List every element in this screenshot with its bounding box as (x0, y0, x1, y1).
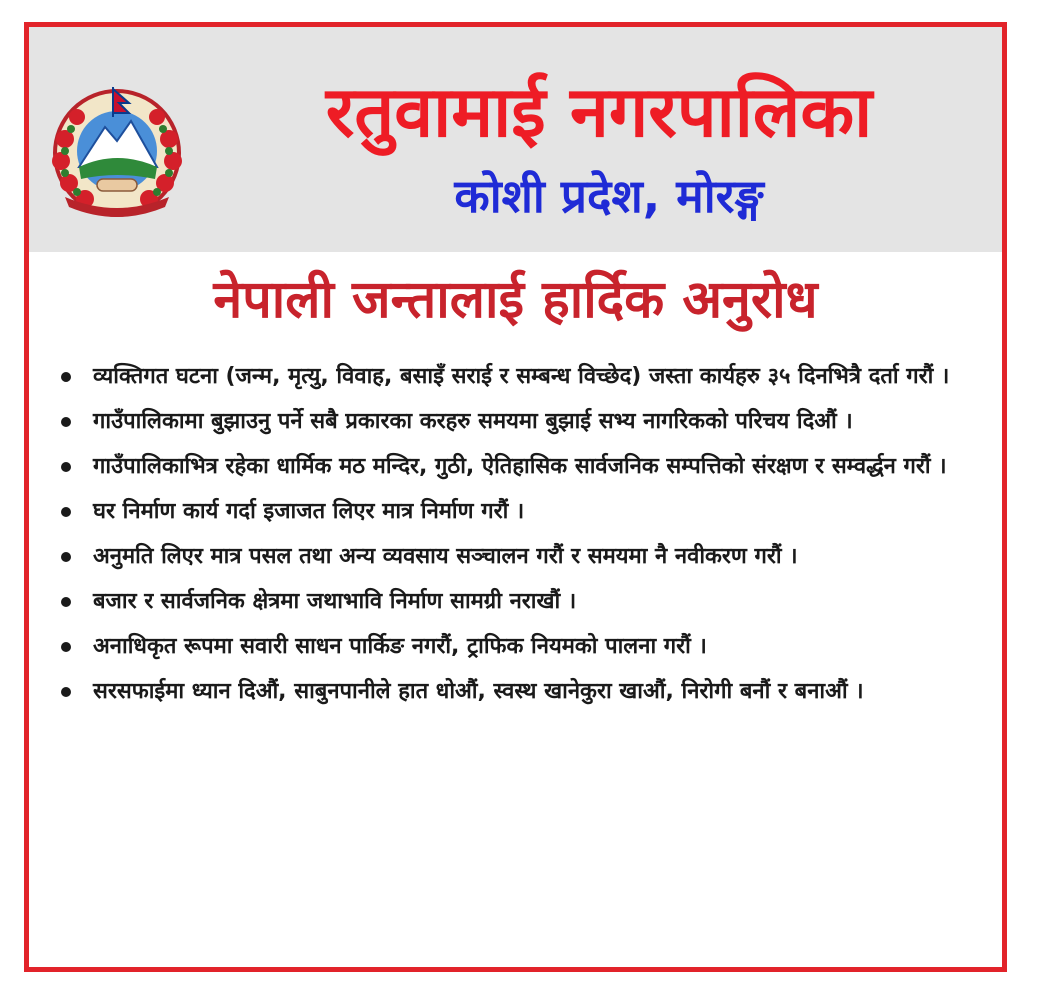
nepal-emblem-icon (43, 79, 191, 219)
bullet-icon (61, 507, 71, 517)
header-band (29, 27, 1002, 252)
list-item-text: गाउँपालिकामा बुझाउनु पर्ने सबै प्रकारका करहरु समयमा बुझाई सभ्य नागरिकको परिचय दिऔं । (93, 409, 853, 434)
list-item (59, 537, 984, 577)
bullet-icon (61, 552, 71, 562)
bullet-icon (61, 372, 71, 382)
list-item-text: अनाधिकृत रूपमा सवारी साधन पार्किङ नगरौं, ट्राफिक नियमको पालना गरौं । (93, 634, 707, 659)
bullet-icon (61, 687, 71, 697)
bullet-icon (61, 417, 71, 427)
list-item-text: बजार र सार्वजनिक क्षेत्रमा जथाभावि निर्माण सामग्री नराखौं । (93, 589, 577, 614)
list-item-text: गाउँपालिकाभित्र रहेका धार्मिक मठ मन्दिर, गुठी, ऐतिहासिक सार्वजनिक सम्पत्तिको संरक्षण र सम्वर्द्धन गरौं । (93, 454, 947, 479)
bullet-icon (61, 642, 71, 652)
request-list (59, 357, 984, 717)
municipality-title: रतुवामाई नगरपालिका (325, 71, 873, 153)
list-item (59, 672, 984, 712)
province-district-subtitle: कोशी प्रदेश, मोरङ्ग (454, 169, 764, 223)
list-item (59, 492, 984, 532)
list-item (59, 357, 984, 397)
bullet-icon (61, 597, 71, 607)
list-item-text: व्यक्तिगत घटना (जन्म, मृत्यु, विवाह, बसाइँ सराई र सम्बन्ध विच्छेद) जस्ता कार्यहरु ३५ दिनभित्रै दर्ता गरौं । (93, 364, 950, 389)
list-item-text: अनुमति लिएर मात्र पसल तथा अन्य व्यवसाय सञ्चालन गरौं र समयमा नै नवीकरण गरौं । (93, 544, 798, 569)
list-item (59, 402, 984, 442)
request-heading: नेपाली जन्तालाई हार्दिक अनुरोध (213, 270, 818, 330)
list-item-text: सरसफाईमा ध्यान दिऔं, साबुनपानीले हात धोऔं, स्वस्थ खानेकुरा खाऔं, निरोगी बनौं र बनाऔं । (93, 679, 864, 704)
list-item (59, 582, 984, 622)
list-item-text: घर निर्माण कार्य गर्दा इजाजत लिएर मात्र निर्माण गरौं । (93, 499, 525, 524)
list-item (59, 627, 984, 667)
list-item (59, 447, 984, 487)
bullet-icon (61, 462, 71, 472)
notice-poster (24, 22, 1007, 972)
